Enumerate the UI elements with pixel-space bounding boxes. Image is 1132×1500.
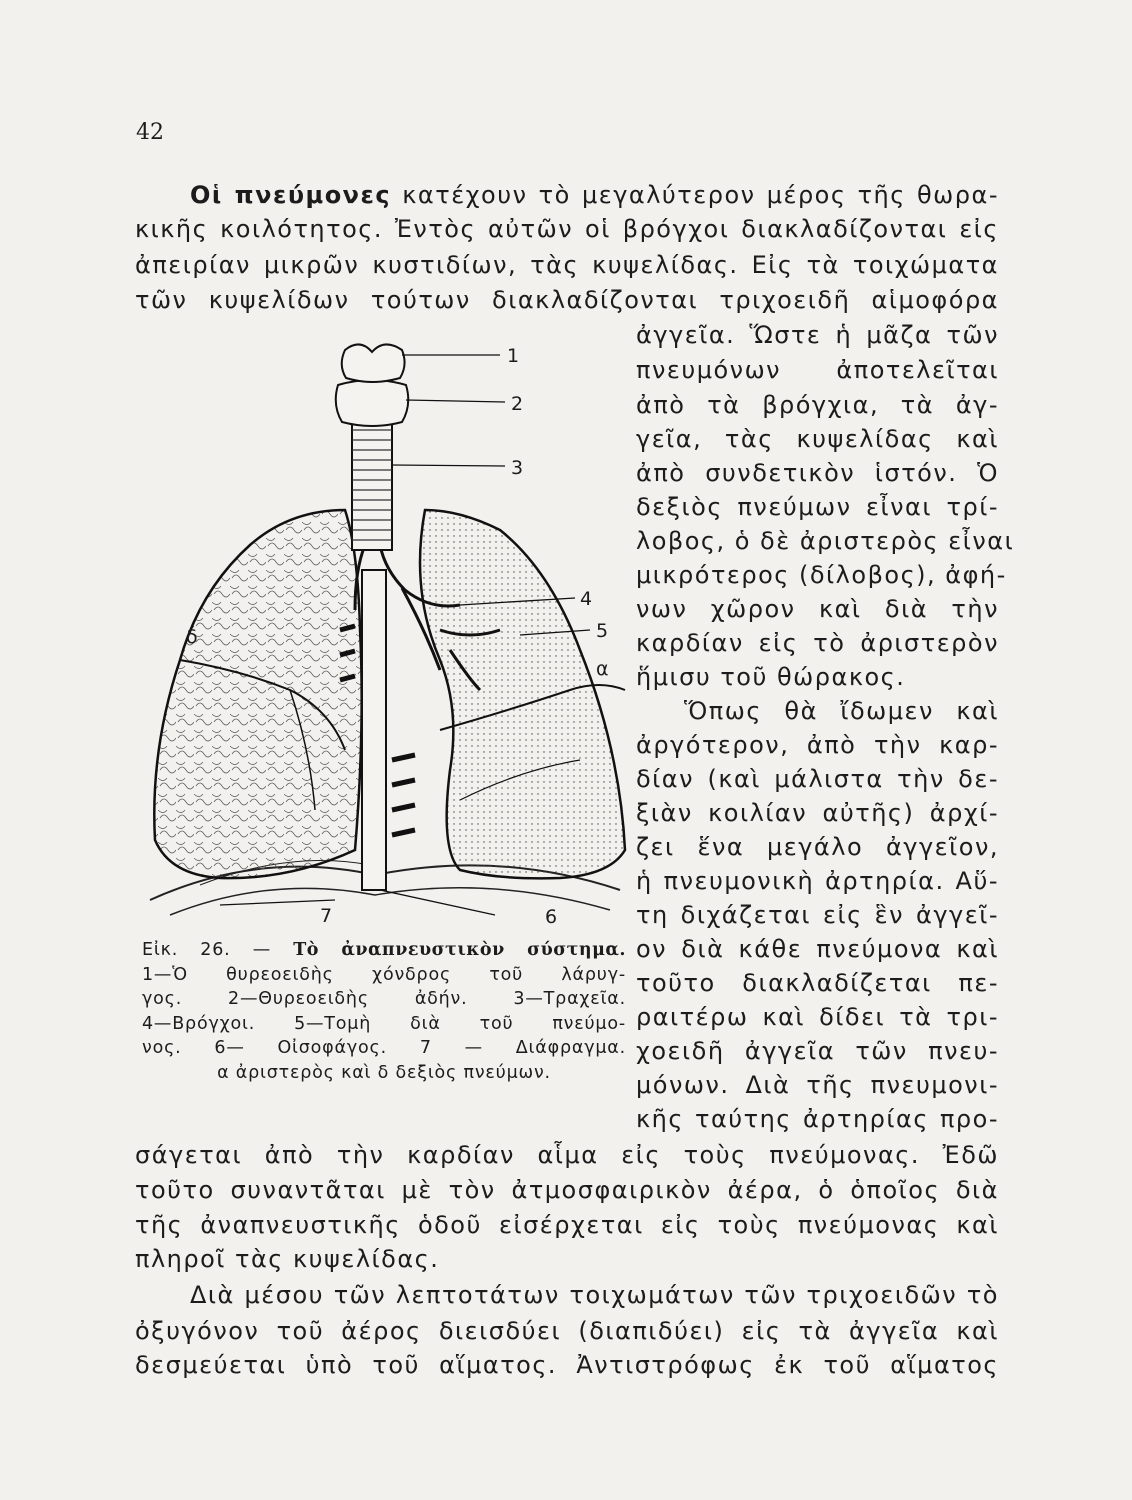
text-line: ἀγγεῖα. Ὥστε ἡ μᾶζα τῶν — [636, 321, 999, 349]
text-line: τῆς ἀναπνευστικῆς ὁδοῦ εἰσέρχεται εἰς τοὺς πνεύμονας καὶ — [135, 1211, 999, 1239]
text-line: τη διχάζεται εἰς ἓν ἀγγεῖ- — [636, 901, 999, 929]
text-line: χοειδῆ ἀγγεῖα τῶν πνευ- — [636, 1037, 999, 1065]
text-line: γεῖα, τὰς κυψελίδας καὶ — [636, 425, 999, 453]
label-6: 6 — [545, 906, 558, 928]
label-alpha: α — [596, 658, 609, 680]
text-line: μικρότερος (δίλοβος), ἀφή- — [636, 561, 1007, 589]
text-line: ἀργότερον, ἀπὸ τὴν καρ- — [636, 731, 999, 759]
text-line: δεσμεύεται ὑπὸ τοῦ αἵματος. Ἀντιστρόφως ἐκ τοῦ αἵματος — [135, 1351, 999, 1379]
text-line: ξιὰν κοιλίαν αὐτῆς) ἀρχί- — [636, 799, 999, 827]
respiratory-system-figure — [140, 330, 640, 930]
text-line: Ὅπως θὰ ἴδωμεν καὶ — [684, 697, 999, 725]
text-line: ἀπειρίαν μικρῶν κυστιδίων, τὰς κυψελίδας. Εἰς τὰ τοιχώματα — [135, 251, 999, 279]
page-number: 42 — [136, 120, 164, 145]
text-line: κῆς ταύτης ἀρτηρίας προ- — [636, 1105, 999, 1133]
text-line: ἀπὸ τὰ βρόγχια, τὰ ἀγ- — [636, 391, 999, 419]
text-line: δίαν (καὶ μάλιστα τὴν δε- — [636, 765, 999, 793]
trachea — [352, 420, 392, 550]
text-line: ον διὰ κάθε πνεύμονα καὶ — [636, 935, 999, 963]
label-1: 1 — [507, 345, 520, 367]
text-line: καρδίαν εἰς τὸ ἀριστερὸν — [636, 629, 999, 657]
text-line: νων χῶρον καὶ διὰ τὴν — [636, 595, 999, 623]
label-4: 4 — [580, 588, 593, 610]
right-lung-delta — [154, 510, 361, 878]
caption-title: Τὸ ἀναπνευστικὸν σύστημα. — [293, 940, 626, 960]
left-lung-alpha — [420, 510, 625, 878]
text-line: μόνων. Διὰ τῆς πνευμονι- — [636, 1071, 999, 1099]
label-delta: δ — [186, 626, 198, 648]
caption-line: Εἰκ. 26. — Τὸ ἀναπνευστικὸν σύστημα. — [142, 940, 626, 960]
caption-line: νος. 6— Οἰσοφάγος. 7 — Διάφραγμα. — [142, 1038, 626, 1058]
esophagus — [362, 570, 386, 890]
label-2: 2 — [511, 393, 524, 415]
text-line: τῶν κυψελίδων τούτων διακλαδίζονται τριχοειδῆ αἱμοφόρα — [135, 286, 999, 314]
label-3: 3 — [511, 457, 524, 479]
thyroid-cartilage — [342, 344, 405, 382]
caption-line: 4—Βρόγχοι. 5—Τομὴ διὰ τοῦ πνεύμο- — [142, 1013, 626, 1034]
text-line: ραιτέρω καὶ δίδει τὰ τρι- — [636, 1003, 999, 1031]
text-line: ἀπὸ συνδετικὸν ἱστόν. Ὁ — [636, 459, 999, 487]
keyword-lungs: Οἱ πνεύμονες — [190, 181, 392, 209]
text-line: Οἱ πνεύμονες κατέχουν τὸ μεγαλύτερον μέρος τῆς θωρα- — [190, 181, 999, 209]
text-line: σάγεται ἀπὸ τὴν καρδίαν αἷμα εἰς τοὺς πνεύμονας. Ἐδῶ — [135, 1141, 999, 1169]
thyroid-gland — [336, 380, 409, 426]
text-line: τοῦτο συναντᾶται μὲ τὸν ἀτμοσφαιρικὸν ἀέρα, ὁ ὁποῖος διὰ — [135, 1176, 999, 1204]
text-line: πνευμόνων ἀποτελεῖται — [636, 356, 999, 384]
caption-line: α ἀριστερὸς καὶ δ δεξιὸς πνεύμων. — [217, 1062, 551, 1083]
text-line: ζει ἕνα μεγάλο ἀγγεῖον, — [636, 833, 999, 861]
caption-line: γος. 2—Θυρεοειδὴς ἀδήν. 3—Τραχεῖα. — [142, 989, 626, 1009]
text-line: κικῆς κοιλότητος. Ἐντὸς αὐτῶν οἱ βρόγχοι διακλαδίζονται εἰς — [135, 215, 999, 243]
label-5: 5 — [596, 620, 609, 642]
text-line: ἥμισυ τοῦ θώρακος. — [636, 663, 906, 691]
text-line: Διὰ μέσου τῶν λεπτοτάτων τοιχωμάτων τῶν τριχοειδῶν τὸ — [190, 1281, 999, 1309]
text-line: ἡ πνευμονικὴ ἀρτηρία. Αὕ- — [636, 867, 999, 895]
label-7: 7 — [320, 905, 333, 927]
caption-line: 1—Ὁ θυρεοειδὴς χόνδρος τοῦ λάρυγ- — [142, 964, 626, 985]
text-line: ὀξυγόνον τοῦ ἀέρος διεισδύει (διαπιδύει) εἰς τὰ ἀγγεῖα καὶ — [135, 1317, 999, 1345]
text-line: τοῦτο διακλαδίζεται πε- — [636, 969, 999, 997]
text-line: λοβος, ὁ δὲ ἀριστερὸς εἶναι — [636, 527, 1015, 555]
text-line: δεξιὸς πνεύμων εἶναι τρί- — [636, 493, 999, 521]
text-line: πληροῖ τὰς κυψελίδας. — [135, 1245, 440, 1273]
figure-caption — [142, 938, 626, 1085]
